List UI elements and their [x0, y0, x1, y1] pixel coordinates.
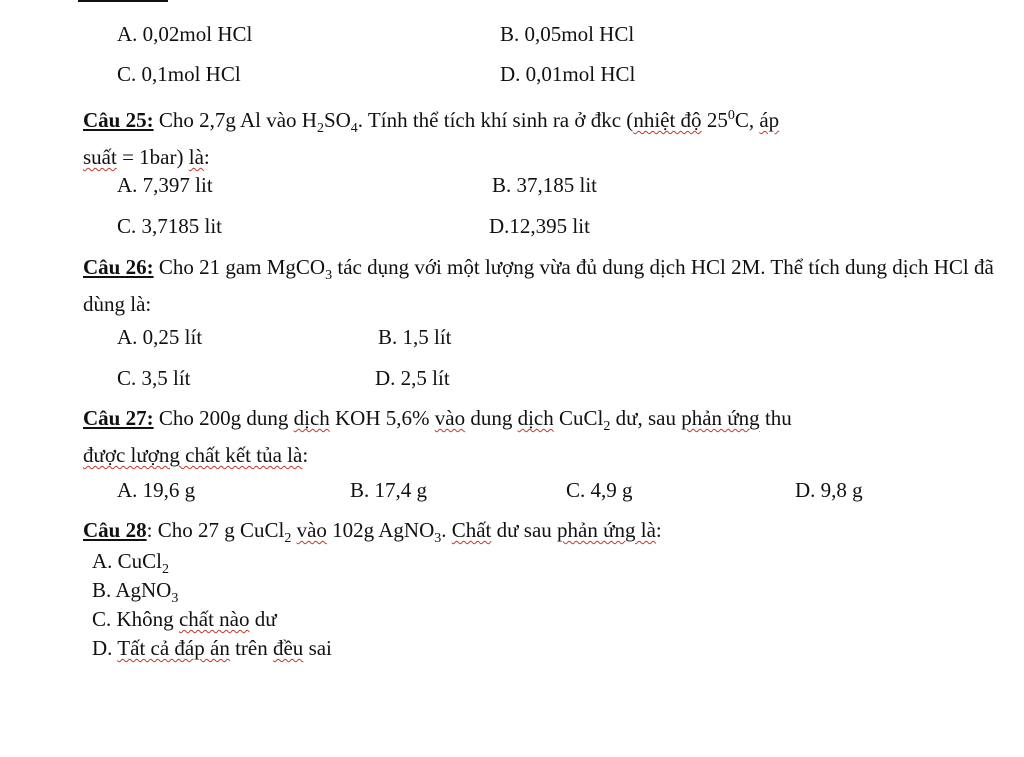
- q25-option-d: D.12,395 lit: [489, 214, 590, 238]
- q25-option-a: A. 7,397 lit: [117, 173, 213, 197]
- q25-label: Câu 25:: [83, 108, 154, 132]
- q25-stem: Câu 25: Cho 2,7g Al vào $H_2SO_4$. Tính thể tích khí sinh ra ở đkc (nhiệt độ $25^0C$, áp suất = 1bar) là:: [83, 108, 780, 170]
- q24-option-a: A. 0,02mol HCl: [117, 22, 253, 46]
- q26-option-c: C. 3,5 lít: [117, 366, 191, 390]
- q27-stem: Câu 27: Cho 200g dung dịch KOH 5,6% vào dung dịch CuCl$_2$ dư, sau phản ứng thu được lượng chất kết tủa là:: [83, 406, 792, 468]
- q26-stem: Câu 26: Cho 21 gam MgCO$_3$ tác dụng với một lượng vừa đủ dung dịch HCl 2M. Thể tích dung dịch HCl đã dùng là:: [83, 255, 994, 317]
- q24-option-b: B. 0,05mol HCl: [500, 22, 635, 46]
- q25-option-c: C. 3,7185 lit: [117, 214, 223, 238]
- top-clipped-rule: [78, 0, 168, 2]
- q26-label: Câu 26:: [83, 255, 154, 279]
- q28-option-c: C. Không chất nào dư: [92, 607, 277, 631]
- q27-option-c: C. 4,9 g: [566, 478, 633, 502]
- q28-label: Câu 28: [83, 518, 147, 542]
- q24-option-c: C. 0,1mol HCl: [117, 62, 241, 86]
- q27-option-a: A. 19,6 g: [117, 478, 196, 502]
- q27-option-d: D. 9,8 g: [795, 478, 863, 502]
- q27-option-b: B. 17,4 g: [350, 478, 428, 502]
- q27-label: Câu 27:: [83, 406, 154, 430]
- q28-option-d: D. Tất cả đáp án trên đều sai: [92, 636, 332, 660]
- q28-option-b: B. AgNO$_3$: [92, 578, 179, 607]
- q24-option-d: D. 0,01mol HCl: [500, 62, 636, 86]
- q26-option-b: B. 1,5 lít: [378, 325, 452, 349]
- q28-option-a: A. CuCl$_2$: [92, 549, 170, 578]
- q26-option-a: A. 0,25 lít: [117, 325, 203, 349]
- q26-option-d: D. 2,5 lít: [375, 366, 450, 390]
- q25-option-b: B. 37,185 lit: [492, 173, 598, 197]
- q28-stem: Câu 28: Cho 27 g CuCl$_2$ vào 102g AgNO$_3$. Chất dư sau phản ứng là:: [83, 518, 662, 547]
